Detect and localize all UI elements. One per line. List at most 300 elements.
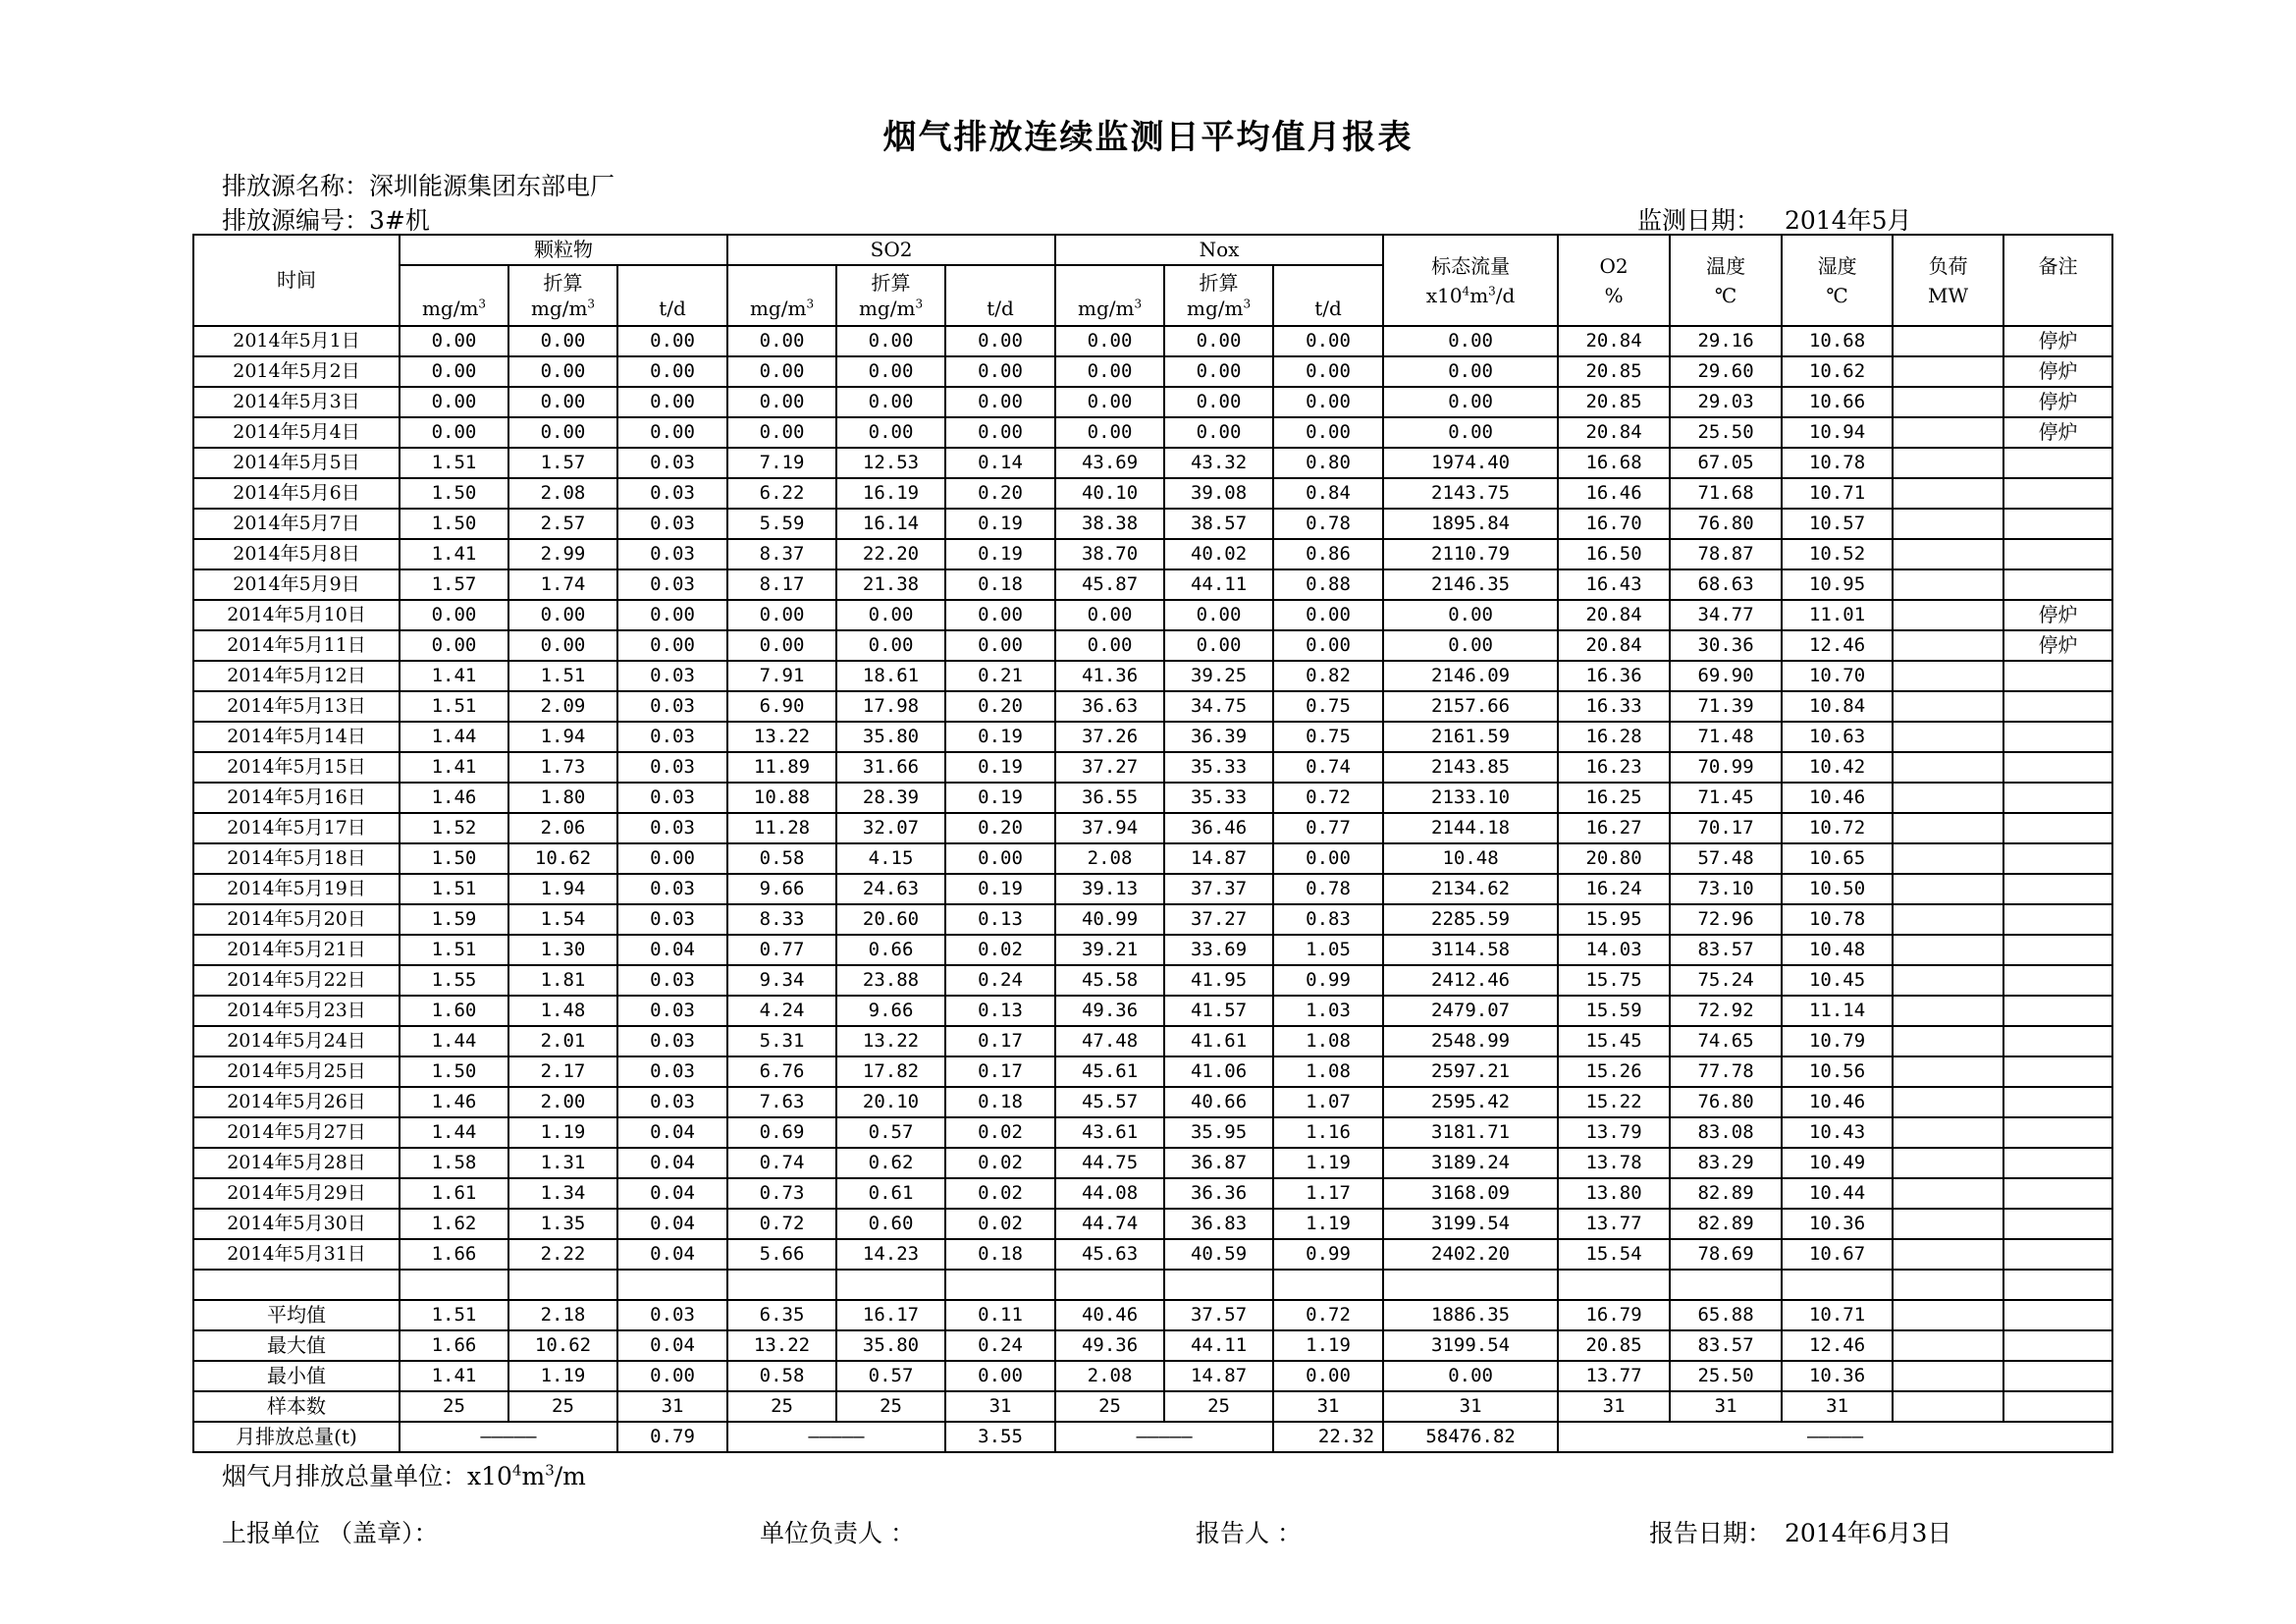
row-value: 1.16 — [1273, 1117, 1383, 1148]
summary-value: 2.18 — [508, 1300, 617, 1330]
row-value: 3168.09 — [1383, 1178, 1558, 1209]
row-value: 0.00 — [1273, 843, 1383, 874]
row-value: 0.00 — [400, 600, 508, 630]
row-value: 1.48 — [508, 996, 617, 1026]
row-value: 15.26 — [1558, 1056, 1670, 1087]
row-load — [1893, 843, 2003, 874]
row-value: 40.99 — [1055, 904, 1164, 935]
row-value: 2.08 — [508, 478, 617, 509]
row-value: 23.88 — [836, 965, 945, 996]
summary-value: 31 — [617, 1391, 727, 1422]
header-temp: 温度 ℃ — [1670, 235, 1782, 326]
summary-value: 1.51 — [400, 1300, 508, 1330]
row-value: 68.63 — [1670, 569, 1782, 600]
table-row — [193, 539, 2112, 569]
row-value: 0.00 — [400, 417, 508, 448]
monthly-total-label: 月排放总量(t) — [193, 1422, 400, 1452]
row-remark — [2003, 783, 2112, 813]
row-value: 1.80 — [508, 783, 617, 813]
row-value: 44.11 — [1164, 569, 1273, 600]
row-value: 0.00 — [1273, 417, 1383, 448]
row-value: 20.80 — [1558, 843, 1670, 874]
summary-value: 44.11 — [1164, 1330, 1273, 1361]
row-value: 20.84 — [1558, 326, 1670, 356]
row-value: 0.00 — [1164, 417, 1273, 448]
row-value: 0.04 — [617, 1178, 727, 1209]
row-value: 0.00 — [945, 600, 1055, 630]
table-row — [193, 783, 2112, 813]
summary-value: 13.77 — [1558, 1361, 1670, 1391]
row-value: 83.57 — [1670, 935, 1782, 965]
row-value: 37.27 — [1164, 904, 1273, 935]
row-value: 10.71 — [1782, 478, 1893, 509]
row-value: 16.70 — [1558, 509, 1670, 539]
row-value: 0.20 — [945, 691, 1055, 722]
row-value: 16.68 — [1558, 448, 1670, 478]
summary-value: 0.57 — [836, 1361, 945, 1391]
row-value: 43.61 — [1055, 1117, 1164, 1148]
row-value: 22.20 — [836, 539, 945, 569]
row-value: 16.43 — [1558, 569, 1670, 600]
row-remark: 停炉 — [2003, 600, 2112, 630]
row-value: 0.00 — [1055, 417, 1164, 448]
row-value: 39.25 — [1164, 661, 1273, 691]
row-value: 0.61 — [836, 1178, 945, 1209]
row-date: 2014年5月17日 — [193, 813, 400, 843]
summary-value: 25 — [1164, 1391, 1273, 1422]
row-value: 10.67 — [1782, 1239, 1893, 1270]
row-value: 10.48 — [1782, 935, 1893, 965]
row-value: 0.00 — [836, 326, 945, 356]
monthly-total-nox-dash: ————— — [1055, 1422, 1273, 1452]
row-value: 0.00 — [945, 843, 1055, 874]
row-value: 1.57 — [400, 569, 508, 600]
row-value: 0.74 — [1273, 752, 1383, 783]
row-value: 7.19 — [727, 448, 836, 478]
row-value: 5.59 — [727, 509, 836, 539]
row-value: 0.00 — [1055, 630, 1164, 661]
table-row — [193, 569, 2112, 600]
row-value: 37.27 — [1055, 752, 1164, 783]
report-date-label: 报告日期： — [1649, 1519, 1773, 1547]
row-value: 0.00 — [1273, 630, 1383, 661]
row-value: 0.02 — [945, 1117, 1055, 1148]
report-title: 烟气排放连续监测日平均值月报表 — [882, 118, 1414, 157]
row-value: 1895.84 — [1383, 509, 1558, 539]
table-row — [193, 996, 2112, 1026]
row-value: 1.74 — [508, 569, 617, 600]
row-value: 15.54 — [1558, 1239, 1670, 1270]
row-value: 2.09 — [508, 691, 617, 722]
row-value: 10.72 — [1782, 813, 1893, 843]
table-row — [193, 935, 2112, 965]
row-value: 29.16 — [1670, 326, 1782, 356]
row-value: 10.79 — [1782, 1026, 1893, 1056]
row-value: 1.46 — [400, 1087, 508, 1117]
row-value: 30.36 — [1670, 630, 1782, 661]
row-remark — [2003, 1239, 2112, 1270]
summary-label: 平均值 — [193, 1300, 400, 1330]
row-value: 37.94 — [1055, 813, 1164, 843]
row-value: 73.10 — [1670, 874, 1782, 904]
row-load — [1893, 630, 2003, 661]
row-value: 0.19 — [945, 539, 1055, 569]
row-value: 44.08 — [1055, 1178, 1164, 1209]
row-value: 0.03 — [617, 1056, 727, 1087]
row-value: 0.84 — [1273, 478, 1383, 509]
row-value: 10.62 — [1782, 356, 1893, 387]
row-value: 0.03 — [617, 1026, 727, 1056]
row-value: 44.74 — [1055, 1209, 1164, 1239]
monthly-total-flow: 58476.82 — [1383, 1422, 1558, 1452]
row-date: 2014年5月3日 — [193, 387, 400, 417]
blank-row — [193, 1270, 2112, 1300]
row-value: 1.17 — [1273, 1178, 1383, 1209]
row-load — [1893, 1239, 2003, 1270]
summary-value: 25 — [400, 1391, 508, 1422]
row-value: 83.08 — [1670, 1117, 1782, 1148]
row-date: 2014年5月29日 — [193, 1178, 400, 1209]
summary-value: 1.19 — [508, 1361, 617, 1391]
row-value: 20.84 — [1558, 417, 1670, 448]
row-value: 1.41 — [400, 661, 508, 691]
row-value: 10.52 — [1782, 539, 1893, 569]
row-value: 0.19 — [945, 752, 1055, 783]
summary-value: 0.00 — [1383, 1361, 1558, 1391]
summary-value: 16.79 — [1558, 1300, 1670, 1330]
row-value: 0.18 — [945, 569, 1055, 600]
row-value: 3181.71 — [1383, 1117, 1558, 1148]
summary-value: 6.35 — [727, 1300, 836, 1330]
row-remark — [2003, 874, 2112, 904]
row-date: 2014年5月27日 — [193, 1117, 400, 1148]
row-value: 0.66 — [836, 935, 945, 965]
row-date: 2014年5月9日 — [193, 569, 400, 600]
table-row — [193, 326, 2112, 356]
row-remark — [2003, 1178, 2112, 1209]
row-value: 10.43 — [1782, 1117, 1893, 1148]
row-value: 0.00 — [508, 630, 617, 661]
row-value: 35.33 — [1164, 783, 1273, 813]
row-value: 0.00 — [400, 387, 508, 417]
row-value: 2133.10 — [1383, 783, 1558, 813]
table-row — [193, 1178, 2112, 1209]
row-value: 1.54 — [508, 904, 617, 935]
summary-empty — [2003, 1391, 2112, 1422]
row-value: 0.72 — [727, 1209, 836, 1239]
row-remark — [2003, 722, 2112, 752]
row-load — [1893, 417, 2003, 448]
row-value: 10.49 — [1782, 1148, 1893, 1178]
row-value: 14.23 — [836, 1239, 945, 1270]
row-load — [1893, 752, 2003, 783]
source-name: 排放源名称：深圳能源集团东部电厂 — [222, 172, 615, 200]
reporting-unit: 上报单位 （盖章）： — [222, 1519, 439, 1547]
summary-value: 25 — [508, 1391, 617, 1422]
row-value: 45.58 — [1055, 965, 1164, 996]
row-date: 2014年5月24日 — [193, 1026, 400, 1056]
row-remark: 停炉 — [2003, 326, 2112, 356]
row-value: 0.03 — [617, 539, 727, 569]
row-value: 83.29 — [1670, 1148, 1782, 1178]
row-value: 7.63 — [727, 1087, 836, 1117]
summary-row — [193, 1361, 2112, 1391]
row-value: 0.04 — [617, 1209, 727, 1239]
row-value: 0.00 — [508, 417, 617, 448]
summary-value: 0.11 — [945, 1300, 1055, 1330]
row-date: 2014年5月8日 — [193, 539, 400, 569]
table-row — [193, 722, 2112, 752]
row-value: 2.06 — [508, 813, 617, 843]
table-row — [193, 356, 2112, 387]
summary-value: 0.72 — [1273, 1300, 1383, 1330]
row-value: 2161.59 — [1383, 722, 1558, 752]
row-value: 41.57 — [1164, 996, 1273, 1026]
row-value: 36.63 — [1055, 691, 1164, 722]
summary-label: 最小值 — [193, 1361, 400, 1391]
row-value: 10.66 — [1782, 387, 1893, 417]
row-value: 0.17 — [945, 1056, 1055, 1087]
header-nox: Nox — [1055, 235, 1383, 265]
row-load — [1893, 539, 2003, 569]
summary-value: 25 — [836, 1391, 945, 1422]
table-row — [193, 1087, 2112, 1117]
row-value: 38.38 — [1055, 509, 1164, 539]
summary-value: 25 — [1055, 1391, 1164, 1422]
row-value: 0.72 — [1273, 783, 1383, 813]
row-value: 31.66 — [836, 752, 945, 783]
row-value: 10.57 — [1782, 509, 1893, 539]
row-value: 0.03 — [617, 965, 727, 996]
row-value: 2.22 — [508, 1239, 617, 1270]
row-value: 36.46 — [1164, 813, 1273, 843]
summary-row — [193, 1330, 2112, 1361]
row-value: 70.17 — [1670, 813, 1782, 843]
summary-value: 0.00 — [1273, 1361, 1383, 1391]
row-value: 10.84 — [1782, 691, 1893, 722]
row-value: 38.57 — [1164, 509, 1273, 539]
row-value: 34.75 — [1164, 691, 1273, 722]
row-date: 2014年5月30日 — [193, 1209, 400, 1239]
summary-value: 0.00 — [945, 1361, 1055, 1391]
row-value: 2595.42 — [1383, 1087, 1558, 1117]
row-value: 1.07 — [1273, 1087, 1383, 1117]
row-value: 36.87 — [1164, 1148, 1273, 1178]
row-value: 0.00 — [836, 356, 945, 387]
row-value: 67.05 — [1670, 448, 1782, 478]
row-value: 12.46 — [1782, 630, 1893, 661]
row-value: 10.45 — [1782, 965, 1893, 996]
row-load — [1893, 1087, 2003, 1117]
row-value: 10.36 — [1782, 1209, 1893, 1239]
row-value: 0.00 — [1164, 387, 1273, 417]
row-value: 0.18 — [945, 1087, 1055, 1117]
row-remark: 停炉 — [2003, 417, 2112, 448]
responsible-person: 单位负责人 ： — [760, 1519, 915, 1547]
row-remark — [2003, 1148, 2112, 1178]
row-value: 11.01 — [1782, 600, 1893, 630]
row-remark — [2003, 478, 2112, 509]
row-value: 10.44 — [1782, 1178, 1893, 1209]
row-load — [1893, 509, 2003, 539]
row-load — [1893, 1056, 2003, 1087]
row-value: 8.33 — [727, 904, 836, 935]
row-value: 40.59 — [1164, 1239, 1273, 1270]
header-nox-converted: 折算 $mg/m^3$ — [1164, 265, 1273, 326]
row-value: 75.24 — [1670, 965, 1782, 996]
row-value: 2.99 — [508, 539, 617, 569]
row-value: 36.36 — [1164, 1178, 1273, 1209]
monitor-date-label: 监测日期： — [1637, 206, 1761, 235]
summary-empty — [2003, 1330, 2112, 1361]
monthly-total-nox: 22.32 — [1273, 1422, 1383, 1452]
row-value: 72.92 — [1670, 996, 1782, 1026]
monthly-total-row — [193, 1422, 2112, 1452]
row-value: 1.19 — [1273, 1148, 1383, 1178]
table-row — [193, 1209, 2112, 1239]
row-value: 32.07 — [836, 813, 945, 843]
table-row — [193, 448, 2112, 478]
row-value: 71.48 — [1670, 722, 1782, 752]
row-value: 16.28 — [1558, 722, 1670, 752]
row-value: 0.00 — [727, 356, 836, 387]
row-date: 2014年5月31日 — [193, 1239, 400, 1270]
row-value: 0.21 — [945, 661, 1055, 691]
row-value: 0.00 — [1055, 600, 1164, 630]
row-value: 0.00 — [508, 600, 617, 630]
row-value: 3189.24 — [1383, 1148, 1558, 1178]
row-remark — [2003, 996, 2112, 1026]
summary-empty — [1893, 1330, 2003, 1361]
row-date: 2014年5月19日 — [193, 874, 400, 904]
row-value: 10.50 — [1782, 874, 1893, 904]
row-date: 2014年5月16日 — [193, 783, 400, 813]
row-value: 1.55 — [400, 965, 508, 996]
summary-value: 0.03 — [617, 1300, 727, 1330]
row-value: 0.03 — [617, 478, 727, 509]
row-value: 36.83 — [1164, 1209, 1273, 1239]
row-value: 1.58 — [400, 1148, 508, 1178]
row-value: 1.94 — [508, 722, 617, 752]
row-value: 78.69 — [1670, 1239, 1782, 1270]
row-value: 0.03 — [617, 783, 727, 813]
row-value: 20.85 — [1558, 387, 1670, 417]
table-row — [193, 843, 2112, 874]
row-value: 0.00 — [945, 417, 1055, 448]
row-remark — [2003, 509, 2112, 539]
row-value: 0.00 — [945, 630, 1055, 661]
row-value: 37.37 — [1164, 874, 1273, 904]
summary-label: 最大值 — [193, 1330, 400, 1361]
row-load — [1893, 1148, 2003, 1178]
summary-value: 10.36 — [1782, 1361, 1893, 1391]
row-value: 76.80 — [1670, 1087, 1782, 1117]
row-value: 1.19 — [1273, 1209, 1383, 1239]
row-value: 44.75 — [1055, 1148, 1164, 1178]
row-value: 0.00 — [945, 356, 1055, 387]
row-value: 40.66 — [1164, 1087, 1273, 1117]
row-value: 10.56 — [1782, 1056, 1893, 1087]
row-date: 2014年5月18日 — [193, 843, 400, 874]
row-value: 6.76 — [727, 1056, 836, 1087]
row-value: 11.89 — [727, 752, 836, 783]
monitor-date-value: 2014年5月 — [1785, 206, 1912, 235]
row-value: 16.36 — [1558, 661, 1670, 691]
row-value: 10.68 — [1782, 326, 1893, 356]
row-value: 0.78 — [1273, 509, 1383, 539]
row-value: 20.60 — [836, 904, 945, 935]
row-value: 0.00 — [836, 600, 945, 630]
header-time: 时间 — [193, 235, 400, 326]
row-value: 0.00 — [1055, 326, 1164, 356]
header-so2-converted: 折算 $mg/m^3$ — [836, 265, 945, 326]
row-value: 0.02 — [945, 1148, 1055, 1178]
row-value: 16.50 — [1558, 539, 1670, 569]
table-row — [193, 1239, 2112, 1270]
row-value: 0.00 — [1383, 387, 1558, 417]
table-row — [193, 509, 2112, 539]
row-remark — [2003, 691, 2112, 722]
summary-value: 1886.35 — [1383, 1300, 1558, 1330]
table-row — [193, 417, 2112, 448]
row-value: 45.63 — [1055, 1239, 1164, 1270]
row-load — [1893, 965, 2003, 996]
summary-value: 31 — [1273, 1391, 1383, 1422]
row-value: 8.37 — [727, 539, 836, 569]
header-so2-mg: $mg/m^3$ — [727, 265, 836, 326]
summary-value: 13.22 — [727, 1330, 836, 1361]
row-value: 1.60 — [400, 996, 508, 1026]
row-value: 0.00 — [727, 630, 836, 661]
row-value: 0.00 — [836, 387, 945, 417]
row-value: 0.03 — [617, 661, 727, 691]
row-remark: 停炉 — [2003, 356, 2112, 387]
row-date: 2014年5月22日 — [193, 965, 400, 996]
row-value: 0.00 — [1383, 326, 1558, 356]
row-value: 0.20 — [945, 813, 1055, 843]
row-value: 0.03 — [617, 722, 727, 752]
row-value: 1.66 — [400, 1239, 508, 1270]
row-value: 0.74 — [727, 1148, 836, 1178]
row-value: 0.00 — [400, 630, 508, 661]
row-value: 13.77 — [1558, 1209, 1670, 1239]
row-value: 0.03 — [617, 509, 727, 539]
row-value: 0.00 — [727, 326, 836, 356]
row-value: 0.04 — [617, 1148, 727, 1178]
row-value: 0.00 — [836, 417, 945, 448]
summary-value: 83.57 — [1670, 1330, 1782, 1361]
row-value: 24.63 — [836, 874, 945, 904]
row-value: 45.57 — [1055, 1087, 1164, 1117]
row-value: 1.50 — [400, 478, 508, 509]
row-value: 17.98 — [836, 691, 945, 722]
row-date: 2014年5月5日 — [193, 448, 400, 478]
row-value: 21.38 — [836, 569, 945, 600]
summary-label: 样本数 — [193, 1391, 400, 1422]
header-pm-converted: 折算 $mg/m^3$ — [508, 265, 617, 326]
row-value: 72.96 — [1670, 904, 1782, 935]
row-value: 1.81 — [508, 965, 617, 996]
row-value: 1.73 — [508, 752, 617, 783]
summary-value: 3199.54 — [1383, 1330, 1558, 1361]
row-value: 2597.21 — [1383, 1056, 1558, 1087]
row-value: 16.27 — [1558, 813, 1670, 843]
row-value: 4.24 — [727, 996, 836, 1026]
row-value: 0.24 — [945, 965, 1055, 996]
table-row — [193, 965, 2112, 996]
summary-value: 20.85 — [1558, 1330, 1670, 1361]
row-value: 1.51 — [400, 935, 508, 965]
